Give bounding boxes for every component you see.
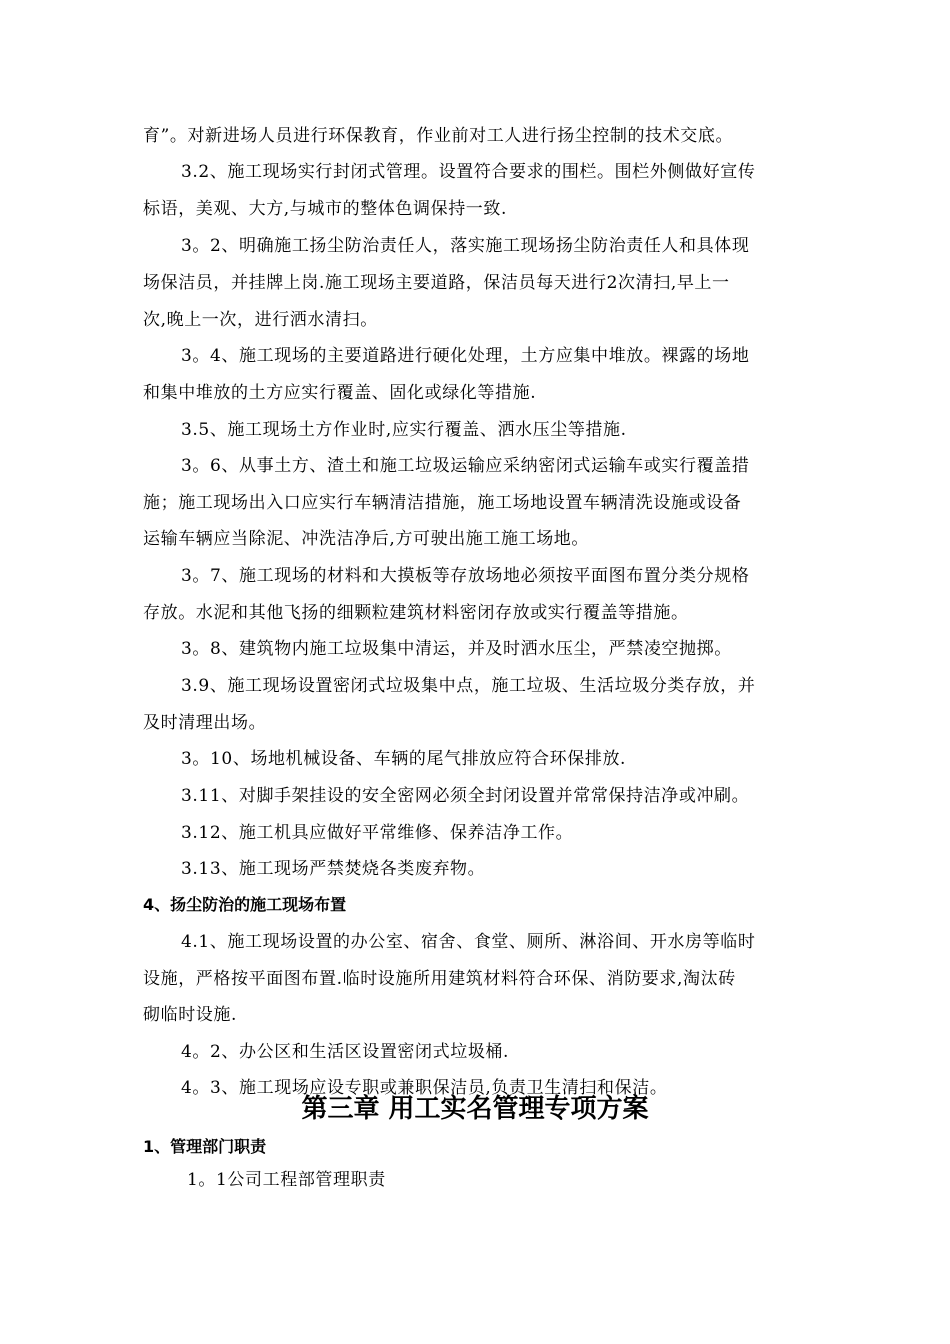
paragraph-line: 和集中堆放的土方应实行覆盖、固化或绿化等措施. [143, 383, 537, 403]
paragraph-line: 标语，美观、大方,与城市的整体色调保持一致. [143, 199, 508, 219]
paragraph-line: 存放。水泥和其他飞扬的细颗粒建筑材料密闭存放或实行覆盖等措施。 [143, 603, 689, 623]
paragraph-line: 3。4、施工现场的主要道路进行硬化处理，土方应集中堆放。裸露的场地 [181, 346, 750, 366]
paragraph-line: 施；施工现场出入口应实行车辆清洁措施，施工场地设置车辆清洗设施或设备 [143, 493, 742, 513]
paragraph-line: 4。2、办公区和生活区设置密闭式垃圾桶. [181, 1042, 510, 1062]
paragraph-line: 场保洁员，并挂牌上岗.施工现场主要道路，保洁员每天进行2次清扫,早上一 [143, 273, 730, 293]
paragraph-line: 及时清理出场。 [143, 713, 267, 733]
section-heading: 4、扬尘防治的施工现场布置 [143, 895, 347, 914]
paragraph-line: 育”。对新进场人员进行环保教育，作业前对工人进行扬尘控制的技术交底。 [143, 126, 734, 146]
paragraph-line: 3。10、场地机械设备、车辆的尾气排放应符合环保排放. [181, 749, 627, 769]
paragraph-line: 3.5、施工现场土方作业时,应实行覆盖、洒水压尘等措施. [181, 420, 627, 440]
paragraph-line: 3。8、建筑物内施工垃圾集中清运，并及时洒水压尘，严禁凌空抛掷。 [181, 639, 732, 659]
paragraph-line: 3。7、施工现场的材料和大摸板等存放场地必须按平面图布置分类分规格 [181, 566, 750, 586]
paragraph-line: 运输车辆应当除泥、冲洗洁净后,方可驶出施工施工场地。 [143, 529, 590, 549]
paragraph-line: 3.2、施工现场实行封闭式管理。设置符合要求的围栏。围栏外侧做好宣传 [181, 162, 756, 182]
paragraph-line: 砌临时设施. [143, 1005, 238, 1025]
paragraph-line: 3。2、明确施工扬尘防治责任人，落实施工现场扬尘防治责任人和具体现 [181, 236, 750, 256]
paragraph-line: 3.12、施工机具应做好平常维修、保养洁净工作。 [181, 823, 574, 843]
chapter-title: 第三章 用工实名管理专项方案 [301, 1094, 649, 1124]
paragraph-line: 4.1、施工现场设置的办公室、宿舍、食堂、厕所、淋浴间、开水房等临时 [181, 932, 756, 952]
paragraph-line: 3.9、施工现场设置密闭式垃圾集中点，施工垃圾、生活垃圾分类存放，并 [181, 676, 756, 696]
paragraph-line: 次,晚上一次，进行洒水清扫。 [143, 310, 378, 330]
paragraph-line: 4。3、施工现场应设专职或兼职保洁员,负责卫生清扫和保洁。 [181, 1078, 668, 1098]
paragraph-line: 3.11、对脚手架挂设的安全密网必须全封闭设置并常常保持洁净或冲刷。 [181, 786, 750, 806]
paragraph-line: 3。6、从事土方、渣土和施工垃圾运输应采纳密闭式运输车或实行覆盖措 [181, 456, 750, 476]
section-heading: 1、管理部门职责 [143, 1137, 267, 1156]
paragraph-line: 设施，严格按平面图布置.临时设施所用建筑材料符合环保、消防要求,淘汰砖 [143, 969, 736, 989]
subsection-line: 1。1公司工程部管理职责 [187, 1170, 386, 1190]
paragraph-line: 3.13、施工现场严禁焚烧各类废弃物。 [181, 859, 486, 879]
